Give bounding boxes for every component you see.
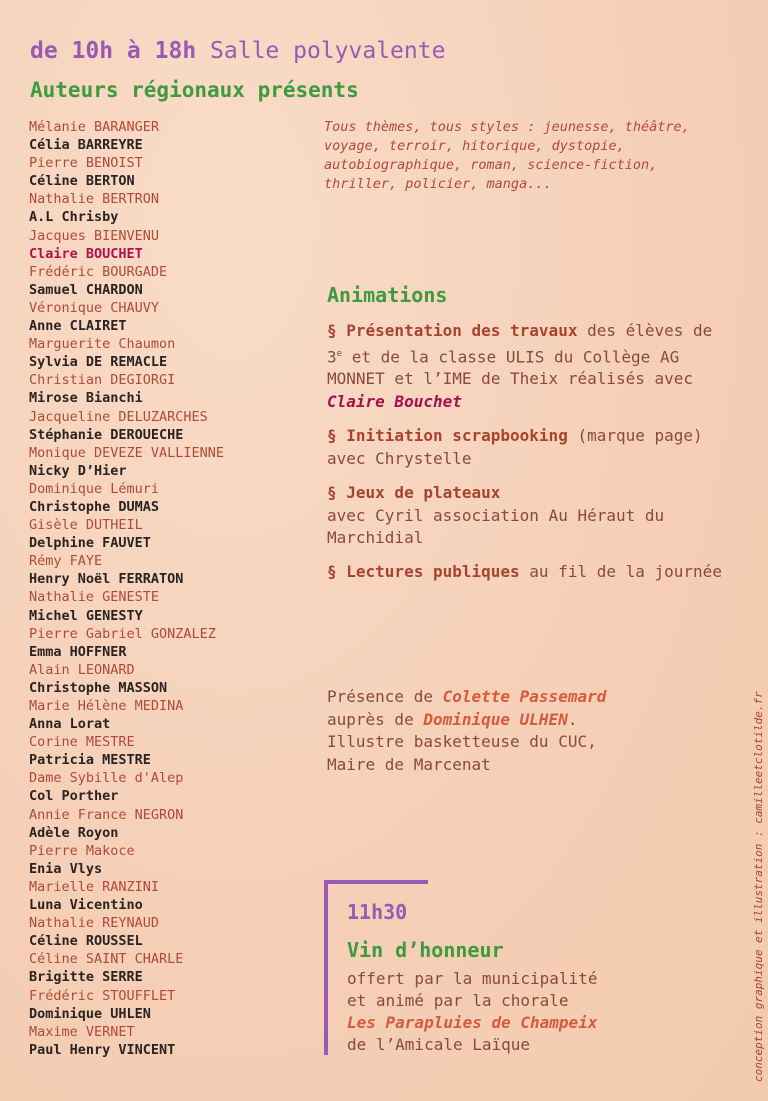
author-item: Dominique UHLEN [29,1005,151,1022]
author-item: Samuel CHARDON [29,281,143,298]
author-item: Brigitte SERRE [29,969,143,986]
author-item: Nathalie BERTRON [29,191,160,208]
author-item: Pierre Makoce [29,842,135,859]
event-hours: de 10h à 18h [30,38,197,64]
presence-text: . [567,709,578,729]
author-item: Véronique CHAUVY [29,299,160,316]
author-item: Mélanie BARANGER [29,119,160,135]
guest-name: Dominique ULHEN [423,709,568,729]
author-item: Col Porther [29,788,119,805]
author-item: Marie Hélène MEDINA [29,698,184,714]
animation-item-title: § Jeux de plateaux [327,483,501,502]
author-item: Pierre Gabriel GONZALEZ [29,625,216,642]
reception-title: Vin d’honneur [347,938,504,962]
author-item: Enia Vlys [29,860,103,877]
author-item: Annie France NEGRON [29,806,184,823]
author-item: Emma HOFFNER [29,643,127,660]
animation-item-text: avec Cyril association Au Héraut du Marchidial [327,505,665,547]
author-item: Henry Noël FERRATON [29,571,184,588]
author-item: Christophe MASSON [29,679,168,696]
animation-item-text: (marque page) avec Chrystelle [327,426,703,468]
presence-text: auprès de [327,709,424,729]
author-item: Jacques BIENVENU [29,227,160,244]
author-item: Stéphanie DEROUECHE [29,426,184,443]
event-place: Salle polyvalente [210,38,446,64]
presence-text: Illustre basketteuse du CUC, [327,732,597,751]
author-item: Michel GENESTY [29,607,143,624]
animation-item-text: des élèves de 3 [327,321,713,366]
author-item: Rémy FAYE [29,553,103,570]
author-item: Céline ROUSSEL [29,933,143,950]
animation-item-text: au fil de la journée [519,562,722,581]
animations-heading: Animations [327,283,448,307]
reception-box-border [324,880,328,1055]
author-item: Pierre BENOIST [29,155,143,172]
author-item: Céline SAINT CHARLE [29,951,184,968]
author-item: Nicky D’Hier [29,462,127,479]
animation-item-title: § Initiation scrapbooking [327,426,568,445]
author-item: Jacqueline DELUZARCHES [29,408,208,425]
author-item: Luna Vicentino [29,897,143,914]
author-item: Dominique Lémuri [29,480,160,497]
author-item: Frédéric STOUFFLET [29,987,176,1004]
event-header [30,38,445,64]
animation-item-scrapbooking [327,425,727,470]
author-item: Céline BERTON [29,173,135,190]
presence-text: Présence de [327,687,443,706]
animation-item-text: et de la classe ULIS du Collège AG MONNET et l’IME de Theix réalisés avec [327,346,694,389]
author-item: Christian DEGIORGI [29,372,176,389]
authors-heading: Auteurs régionaux présents [30,78,359,102]
design-credit: conception graphique et illustration : camilleetclotilde.fr [752,691,765,1082]
choir-name: Les Parapluies de Champeix [347,1013,598,1032]
author-item: Mirose Bianchi [29,390,143,407]
author-item: Delphine FAUVET [29,535,151,552]
author-item: Monique DEVEZE VALLIENNE [29,444,225,461]
author-item: Claire BOUCHET [29,245,143,262]
author-item: Corine MESTRE [29,734,135,751]
author-item: Marguerite Chaumon [29,336,176,353]
guest-name: Colette Passemard [442,687,607,706]
author-item: Sylvia DE REMACLE [29,354,168,371]
animation-item-title: § Lectures publiques [327,562,520,581]
authors-list [29,118,224,1059]
presence-text: Maire de Marcenat [327,754,491,774]
author-item: Nathalie GENESTE [29,589,160,606]
author-item: Frédéric BOURGADE [29,263,168,280]
superscript: e [336,348,343,359]
reception-line: de l’Amicale Laïque [347,1035,531,1054]
author-item: Nathalie REYNAUD [29,915,160,932]
author-item: Célia BARREYRE [29,137,143,154]
reception-text [347,968,727,1056]
author-item: Dame Sybille d'Alep [29,770,184,787]
themes-text: Tous thèmes, tous styles : jeunesse, théâtre, voyage, terroir, hitorique, dystopie, autobiographique, roman, science-fiction, thriller, policier, manga... [324,119,690,192]
author-item: Maxime VERNET [29,1023,135,1040]
author-item: Anna Lorat [29,716,111,733]
author-item: Alain LEONARD [29,661,135,678]
reception-line: et animé par la chorale [347,991,569,1010]
author-item: Adèle Royon [29,824,119,841]
animation-item-title: § Présentation des travaux [327,321,578,340]
highlight-name: Claire Bouchet [327,391,462,411]
reception-time: 11h30 [347,900,408,924]
author-item: Anne CLAIRET [29,318,127,335]
reception-box-border [324,880,428,884]
author-item: A.L Chrisby [29,209,119,226]
reception-line: offert par la municipalité [347,969,598,988]
animation-item-board-games [327,482,727,550]
author-item: Gisèle DUTHEIL [29,517,143,534]
author-item: Christophe DUMAS [29,498,160,515]
presence-paragraph [327,686,727,776]
animation-item-readings [327,561,727,584]
author-item: Paul Henry VINCENT [29,1041,176,1058]
author-item: Patricia MESTRE [29,752,151,769]
author-item: Marielle RANZINI [29,878,160,895]
animation-item-presentation [327,320,727,413]
